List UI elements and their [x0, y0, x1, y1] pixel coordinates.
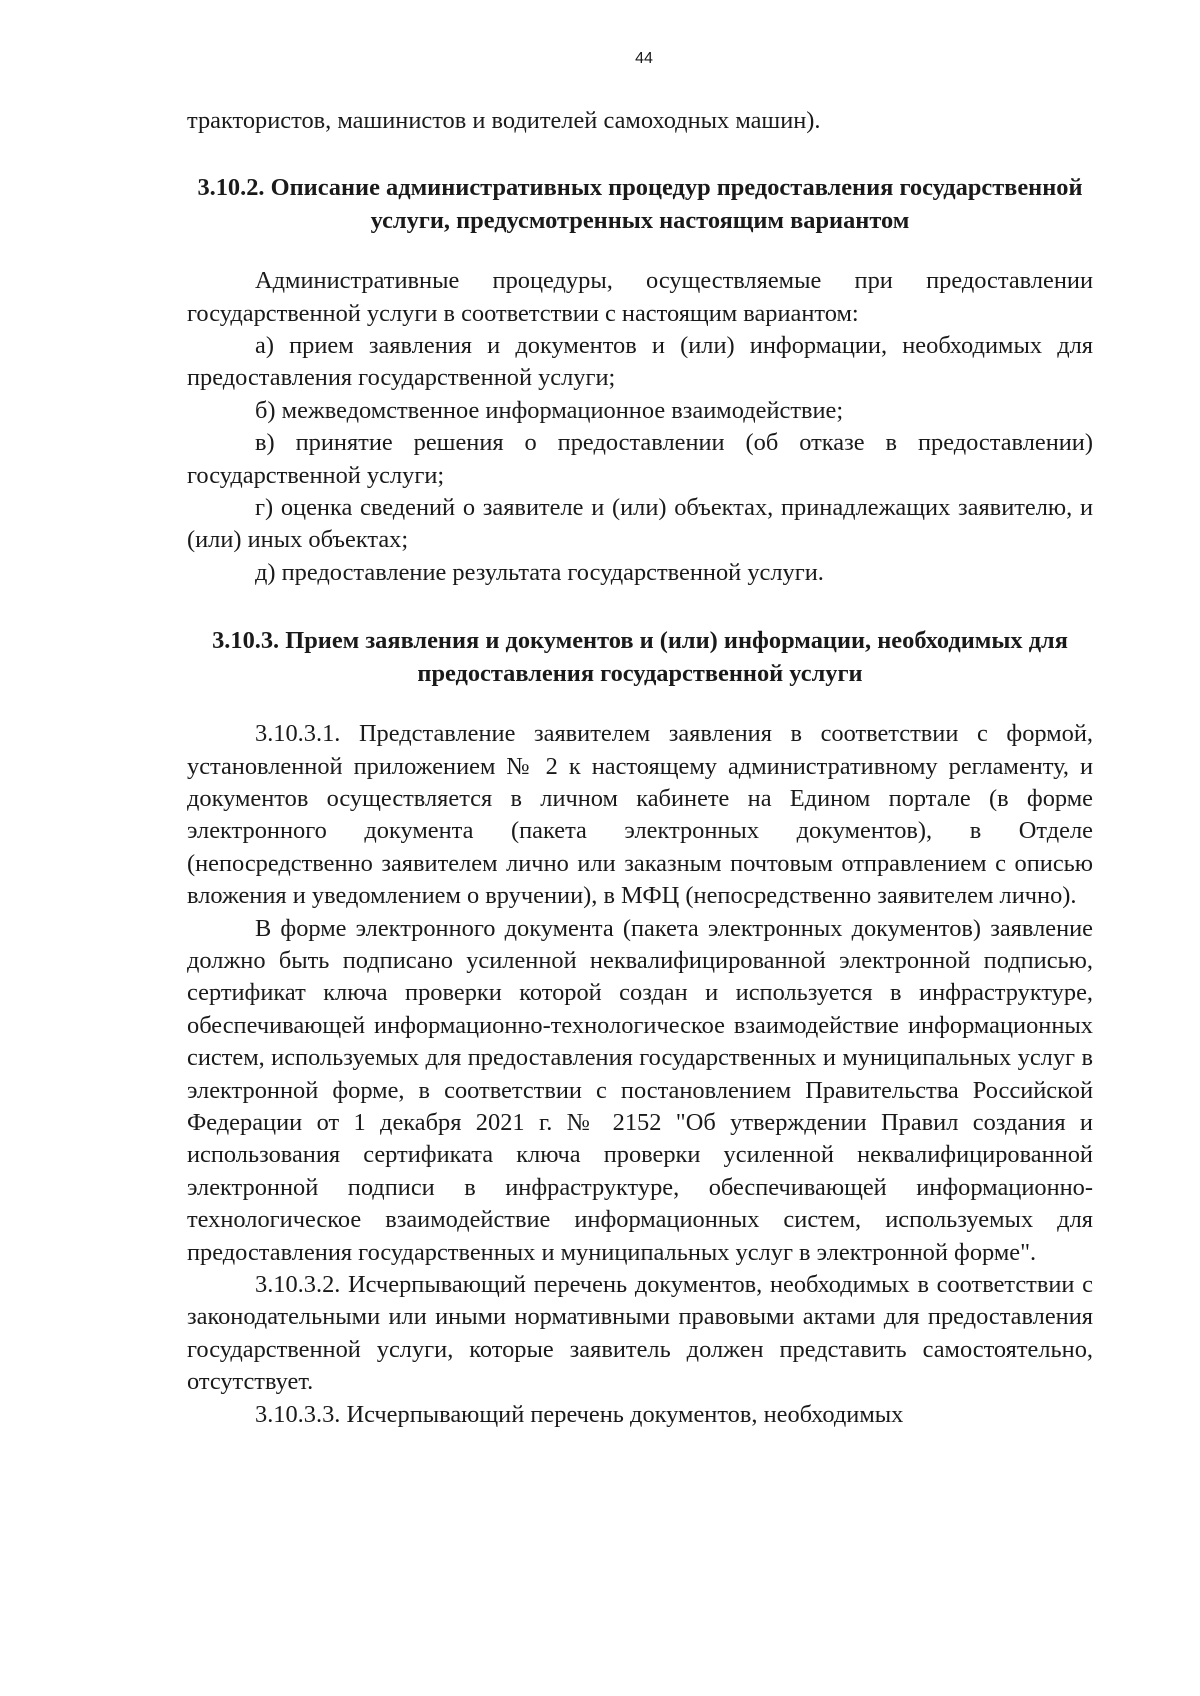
procedure-item-v: в) принятие решения о предоставлении (об отказе в предоставлении) государственной услуги;	[187, 429, 1093, 489]
procedure-item-d: д) предоставление результата государственной услуги.	[255, 558, 824, 586]
paragraph-3-10-3-2: 3.10.3.2. Исчерпывающий перечень документов, необходимых в соответствии с законодательными или иными нормативными правовыми актами для предоставления государственной услуги, которые заявитель должен представить самостоятельно, отсутствует.	[187, 1271, 1093, 1396]
procedure-item-b: б) межведомственное информационное взаимодействие;	[255, 396, 844, 424]
continued-line: трактористов, машинистов и водителей самоходных машин).	[187, 107, 821, 134]
section-heading-3-10-3: 3.10.3. Прием заявления и документов и (или) информации, необходимых для предоставления государственной услуги	[212, 627, 1068, 687]
procedures-intro: Административные процедуры, осуществляемые при предоставлении государственной услуги в соответствии с настоящим вариантом:	[187, 267, 1093, 327]
page-number: 44	[635, 50, 653, 67]
procedure-item-g: г) оценка сведений о заявителе и (или) объектах, принадлежащих заявителю, и (или) иных объектах;	[187, 494, 1093, 554]
page-content	[187, 105, 1093, 1431]
paragraph-3-10-3-1: 3.10.3.1. Представление заявителем заявления в соответствии с формой, установленной приложением № 2 к настоящему административному регламенту, и документов осуществляется в личном кабинете на Едином портале (в форме электронного документа (пакета электронных документов), в Отделе (непосредственно заявителем лично или заказным почтовым отправлением с описью вложения и уведомлением о вручении), в МФЦ (непосредственно заявителем лично).	[187, 720, 1093, 910]
section-heading-3-10-2: 3.10.2. Описание административных процедур предоставления государственной услуги, предусмотренных настоящим вариантом	[197, 174, 1083, 234]
procedure-item-a: а) прием заявления и документов и (или) информации, необходимых для предоставления государственной услуги;	[187, 332, 1093, 392]
paragraph-electronic-form: В форме электронного документа (пакета электронных документов) заявление должно быть подписано усиленной неквалифицированной электронной подписью, сертификат ключа проверки которой создан и используется в инфраструктуре, обеспечивающей информационно-технологическое взаимодействие информационных систем, используемых для предоставления государственных и муниципальных услуг в электронной форме, в соответствии с постановлением Правительства Российской Федерации от 1 декабря 2021 г. № 2152 "Об утверждении Правил создания и использования сертификата ключа проверки усиленной неквалифицированной электронной подписи в инфраструктуре, обеспечивающей информационно-технологическое взаимодействие информационных систем, используемых для предоставления государственных и муниципальных услуг в электронной форме".	[187, 914, 1093, 1266]
paragraph-3-10-3-3: 3.10.3.3. Исчерпывающий перечень документов, необходимых	[255, 1400, 904, 1428]
